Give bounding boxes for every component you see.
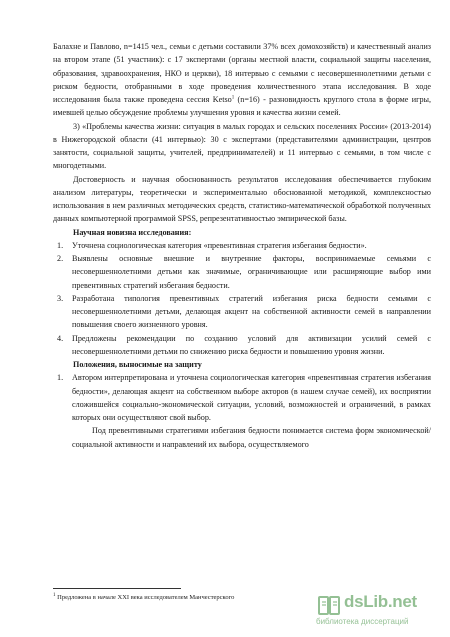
novelty-list	[53, 239, 431, 358]
list-item-text: Автором интерпретирована и уточнена социологическая категория «превентивная стратегия избегания бедности», делающая акцент на собственном выборе акторов (в нашем случае семей), их восприятии сложившейся социально-экономической ситуации, условий, возможностей и ограничений, в рамках которых они осуществляют свой выбор.	[72, 373, 431, 422]
list-item-text: Предложены рекомендации по созданию условий для активизации усилий семей с несовершеннолетними детьми по снижению риска бедности и повышению уровня жизни.	[72, 333, 431, 356]
paragraph-study-description	[53, 40, 431, 120]
book-logo-icon	[316, 593, 342, 619]
list-item-number: 4.	[57, 333, 64, 343]
list-item	[53, 371, 431, 424]
footnote-divider	[53, 588, 181, 589]
list-item	[53, 252, 431, 292]
watermark-subtitle: библиотека диссертаций	[316, 617, 409, 626]
paragraph-reliability: Достоверность и научная обоснованность результатов исследования обеспечивается глубоким анализом литературы, теоретически и экспериментально обоснованной методикой, комплексностью использования в нем различных методических средств, статистико-математической обработкой полученных данных компьютерной программой SPSS, репрезентативностью эмпирической базы.	[53, 174, 431, 224]
watermark	[316, 593, 436, 629]
list-item-number: 2.	[57, 254, 64, 263]
footnote	[53, 593, 234, 602]
footnote-text: Предложена в начале XXI века исследователем Манчестерского	[55, 594, 235, 601]
list-item	[53, 292, 431, 332]
list-item-number: 3.	[57, 293, 64, 303]
footnote-mark: 1	[53, 592, 56, 598]
section-heading-provisions: Положения, выносимые на защиту	[73, 360, 202, 369]
paragraph-study-3: 3) «Проблемы качества жизни: ситуация в малых городах и сельских поселениях России» (2013-2014) в Нижегородской области (41 интервью): 30 с экспертами (представителями администрации, центров занятости, социальной защиты, учителей, предпринимателей) и 11 интервью с семьями, в том числе с многодетными.	[53, 121, 431, 171]
paragraph-definition: Под превентивными стратегиями избегания бедности понимается система форм экономической/социальной активности и направлений их выбора, осуществляемого	[72, 426, 431, 449]
list-item-text: Уточнена социологическая категория «превентивная стратегия избегания бедности».	[72, 240, 367, 250]
list-item-number: 1.	[57, 373, 64, 383]
list-item	[53, 332, 431, 359]
document-page	[53, 40, 431, 451]
provisions-list	[53, 371, 431, 424]
section-heading-novelty: Научная новизна исследования:	[73, 227, 192, 237]
footnote-reference[interactable]: 1	[231, 95, 235, 101]
list-item-number: 1.	[57, 240, 64, 250]
paragraph-text: Балахне и Павлово, n=1415 чел., семьи с детьми составили 37% всех домохозяйств) и качественный анализ на втором этапе (51 участник): с 17 экспертами (органы местной власти, социальной защиты населения, образования, здравоохранения, НКО и церкви), 18 интервью с семьями с несовершеннолетними детьми с риском бедности, отобранными в ходе проведения количественного этапа исследования. В ходе исследования была также проведена сессия Ketso	[53, 42, 431, 104]
list-item-text: Выявлены основные внешние и внутренние факторы, воспринимаемые семьями с несовершеннолетними детьми как значимые, ограничивающие или расширяющие выбор ими превентивных стратегий избегания бедности.	[72, 254, 431, 290]
list-item-text: Разработана типология превентивных стратегий избегания риска бедности семьями с несовершеннолетними детьми, делающая акцент на собственной активности семей в направлении повышения своего жизненного уровня.	[72, 293, 431, 330]
watermark-brand: dsLib.net	[344, 592, 417, 611]
list-item	[53, 239, 431, 252]
paragraph-text-tail: (n=16) - разновидность круглого стола в форме игры, имевшей целью обсуждение проблемы улучшения уровня и качества жизни семей.	[53, 95, 431, 118]
